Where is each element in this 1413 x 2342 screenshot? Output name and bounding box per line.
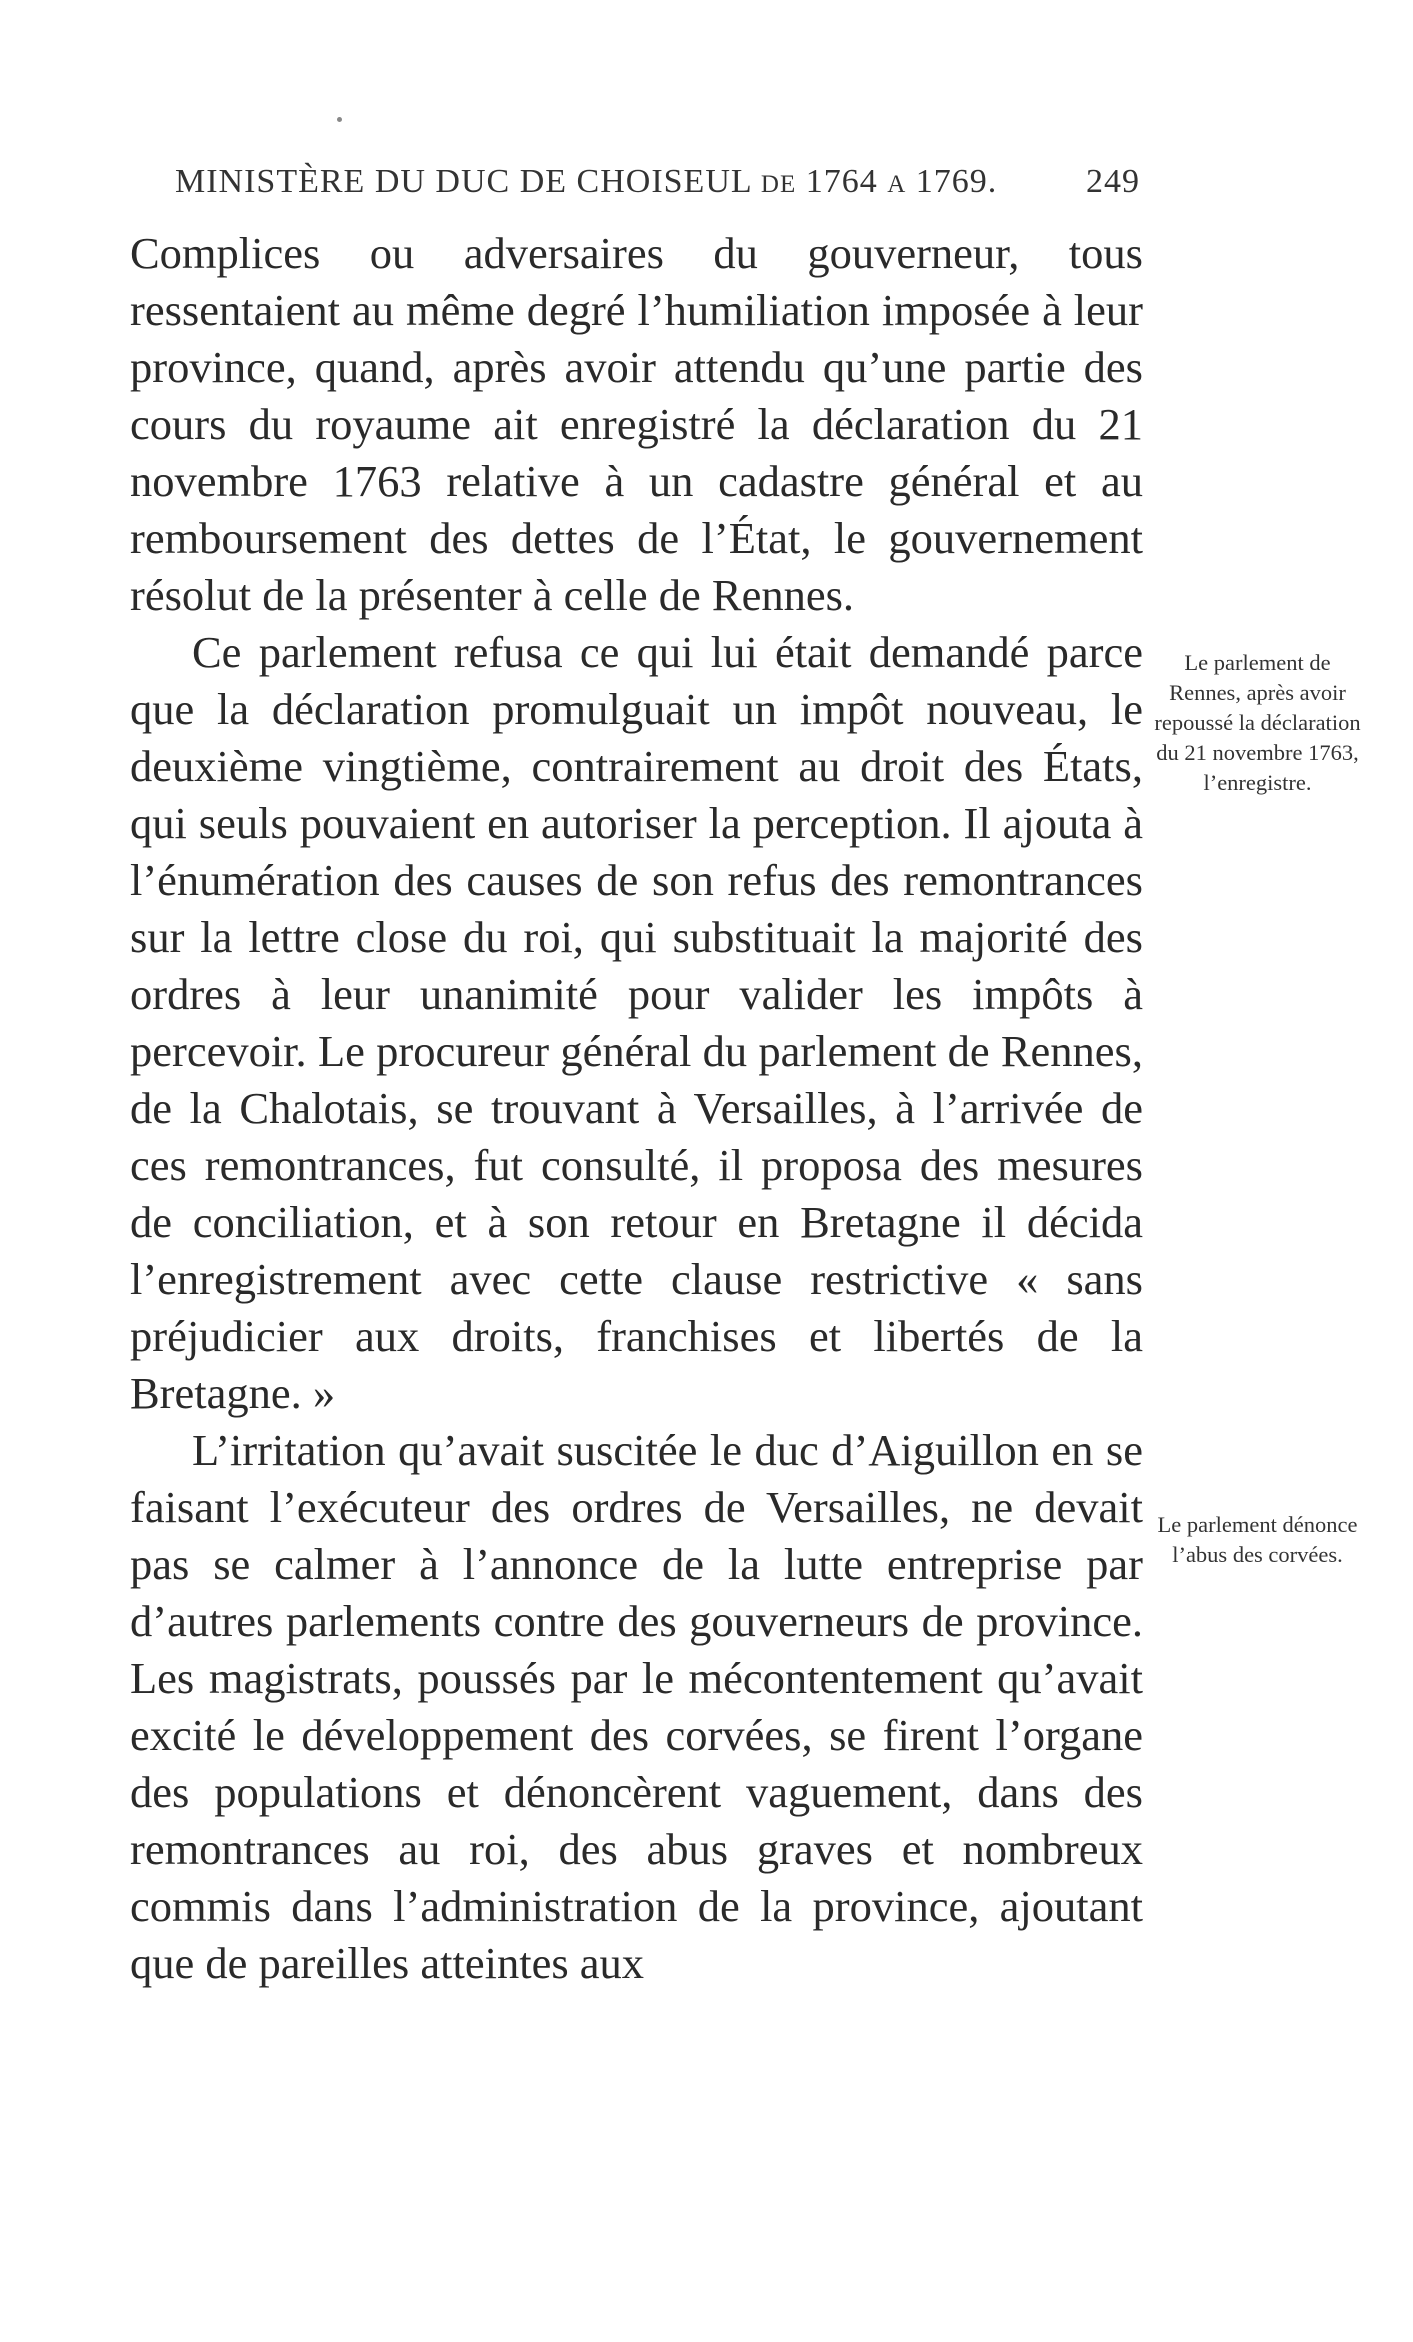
printer-mark bbox=[337, 117, 342, 122]
paragraph-2: Ce parlement refusa ce qui lui était demandé parce que la déclaration promulguait un impôt nouveau, le deuxième vingtième, contrairement au droit des États, qui seuls pouvaient en autoriser la perception. Il ajouta à l’énumération des causes de son refus des remontrances sur la lettre close du roi, qui substituait la majorité des ordres à leur unanimité pour valider les impôts à percevoir. Le procureur général du parlement de Rennes, de la Chalotais, se trouvant à Versailles, à l’arrivée de ces remontrances, fut consulté, il proposa des mesures de conciliation, et à son retour en Bretagne il décida l’enregistrement avec cette clause restrictive « sans préjudicier aux droits, franchises et libertés de la Bretagne. » bbox=[130, 627, 1143, 1418]
header-title bbox=[175, 163, 997, 201]
body-text bbox=[130, 225, 1143, 1992]
margin-note-2: Le parlement dénonce l’abus des corvées. bbox=[1157, 1512, 1358, 1567]
paragraph-1: Complices ou adversaires du gouverneur, tous ressentaient au même degré l’humiliation imposée à leur province, quand, après avoir attendu qu’une partie des cours du royaume ait enregistré la déclaration du 21 novembre 1763 relative à un cadastre général et au remboursement des dettes de l’État, le gouvernement résolut de la présenter à celle de Rennes. bbox=[130, 228, 1143, 620]
header-de: DE bbox=[760, 171, 797, 198]
page-number: 249 bbox=[1086, 163, 1140, 200]
header-a: A bbox=[887, 171, 907, 198]
running-header bbox=[175, 163, 1140, 201]
header-range-end: 1769. bbox=[915, 163, 998, 200]
margin-note-1: Le parlement de Rennes, après avoir repoussé la déclaration du 21 novembre 1763, l’enregistre. bbox=[1154, 650, 1361, 795]
paragraph-3: L’irritation qu’avait suscitée le duc d’Aiguillon en se faisant l’exécuteur des ordres de Versailles, ne devait pas se calmer à l’annonce de la lutte entreprise par d’autres parlements contre des gouverneurs de province. Les magistrats, poussés par le mécontentement qu’avait excité le développement des corvées, se firent l’organe des populations et dénoncèrent vaguement, dans des remontrances au roi, des abus graves et nombreux commis dans l’administration de la province, ajoutant que de pareilles atteintes aux bbox=[130, 1425, 1143, 1988]
header-range-start: 1764 bbox=[805, 163, 878, 200]
header-title-text: MINISTÈRE DU DUC DE CHOISEUL bbox=[175, 163, 752, 200]
